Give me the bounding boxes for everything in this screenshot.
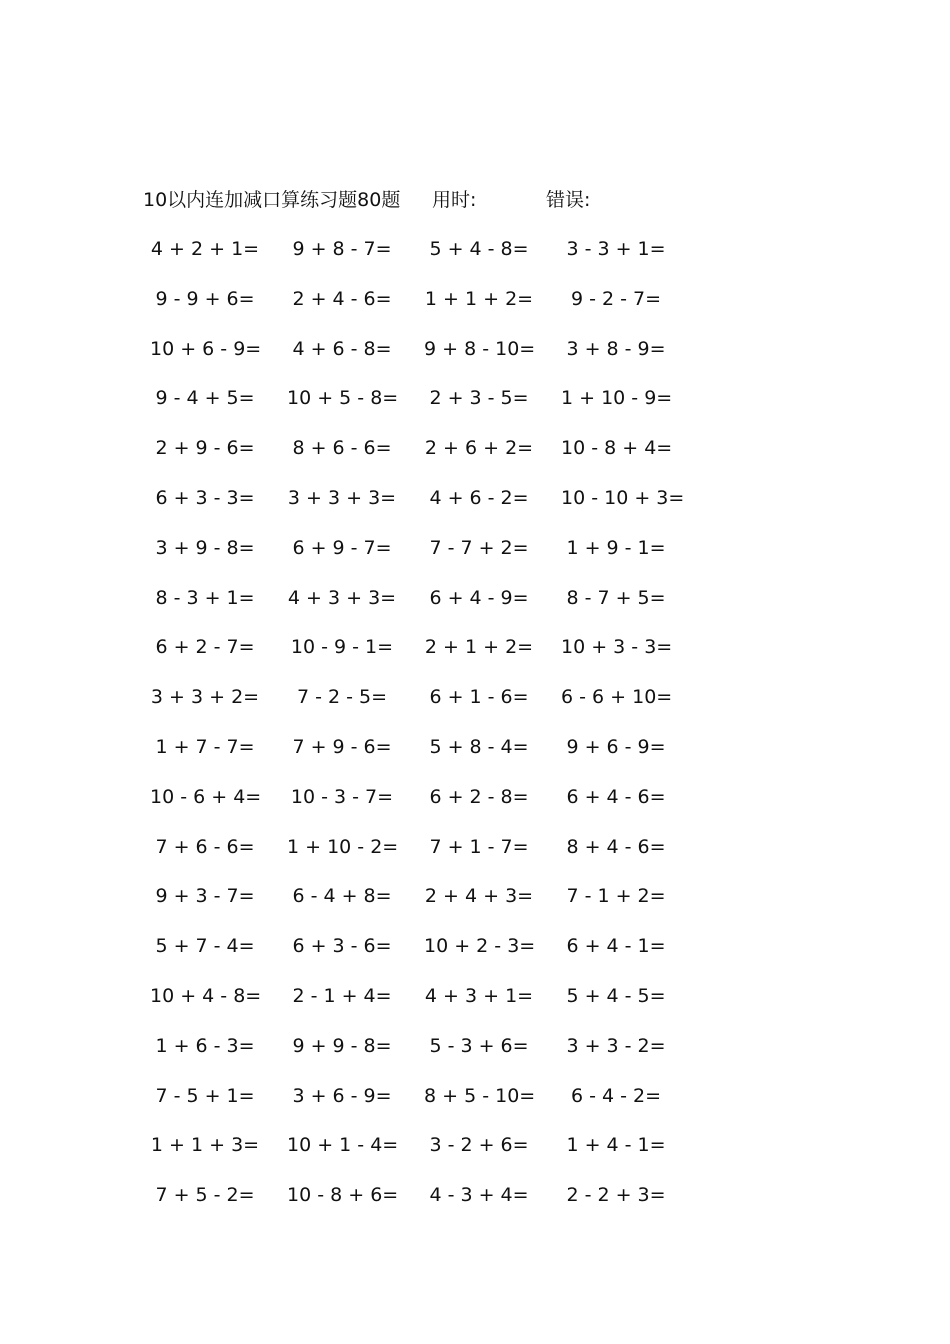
problem-item: 7 + 1 - 7= (429, 835, 529, 858)
problem-item: 7 - 2 - 5= (296, 686, 388, 709)
problem-item: 1 + 4 - 1= (566, 1134, 666, 1157)
problem-row (150, 1083, 710, 1133)
problem-row (150, 435, 710, 485)
problem-item: 8 - 3 + 1= (155, 586, 255, 609)
problem-item: 8 + 4 - 6= (566, 835, 666, 858)
problem-item: 6 + 4 - 1= (566, 935, 666, 958)
problem-row (150, 385, 710, 435)
problem-row (150, 1033, 710, 1083)
problem-item: 6 + 4 - 6= (566, 785, 666, 808)
problem-row (150, 1182, 710, 1232)
problem-row (150, 983, 710, 1033)
problem-item: 9 + 8 - 10= (424, 337, 536, 360)
problem-item: 4 + 3 + 1= (424, 984, 534, 1007)
problem-item: 10 + 1 - 4= (287, 1134, 399, 1157)
problem-item: 9 + 8 - 7= (292, 238, 392, 260)
problem-item: 10 - 10 + 3= (561, 486, 685, 509)
problem-row (150, 634, 710, 684)
problem-item: 2 + 9 - 6= (155, 437, 255, 460)
problem-item: 6 + 2 - 7= (155, 636, 255, 659)
problem-item: 8 - 7 + 5= (566, 586, 666, 609)
problem-item: 6 - 4 + 8= (292, 885, 392, 908)
problem-item: 6 - 6 + 10= (561, 686, 673, 709)
time-label: 用时: (432, 189, 477, 211)
problem-item: 10 + 6 - 9= (150, 337, 262, 360)
problem-row (150, 585, 710, 635)
problem-item: 3 + 9 - 8= (155, 536, 255, 559)
problem-item: 2 - 1 + 4= (292, 984, 392, 1007)
problem-item: 3 + 3 - 2= (566, 1034, 666, 1057)
errors-label: 错误: (546, 189, 591, 211)
problem-item: 6 + 9 - 7= (292, 536, 392, 559)
problem-item: 10 - 3 - 7= (290, 785, 394, 808)
problem-item: 4 + 6 - 2= (429, 486, 529, 509)
worksheet-title: 10以内连加减口算练习题80题 (143, 189, 401, 211)
problem-item: 2 + 4 - 6= (292, 287, 392, 310)
problem-item: 8 + 5 - 10= (424, 1084, 536, 1107)
problem-item: 7 + 5 - 2= (155, 1184, 255, 1207)
problem-row (150, 933, 710, 983)
problem-item: 1 + 7 - 7= (155, 735, 255, 758)
problem-item: 6 + 3 - 6= (292, 935, 392, 958)
problem-item: 7 - 1 + 2= (566, 885, 666, 908)
problem-row (150, 834, 710, 884)
problem-item: 9 - 4 + 5= (155, 387, 255, 410)
problem-row (150, 883, 710, 933)
problem-item: 9 - 2 - 7= (570, 287, 662, 310)
problem-item: 7 - 5 + 1= (155, 1084, 255, 1107)
problem-item: 3 + 6 - 9= (292, 1084, 392, 1107)
problem-row (150, 535, 710, 585)
problem-item: 6 + 3 - 3= (155, 486, 255, 509)
problem-row (150, 784, 710, 834)
problem-item: 3 + 8 - 9= (566, 337, 666, 360)
problem-grid (150, 236, 710, 1232)
problem-item: 1 + 10 - 9= (561, 387, 673, 410)
problem-item: 4 + 3 + 3= (287, 586, 397, 609)
problem-item: 4 - 3 + 4= (429, 1184, 529, 1207)
problem-item: 5 + 8 - 4= (429, 735, 529, 758)
problem-item: 3 - 2 + 6= (429, 1134, 529, 1157)
problem-item: 7 + 9 - 6= (292, 735, 392, 758)
problem-item: 2 + 3 - 5= (429, 387, 529, 410)
problem-item: 2 - 2 + 3= (566, 1184, 666, 1207)
problem-item: 6 + 2 - 8= (429, 785, 529, 808)
problem-item: 9 + 6 - 9= (566, 735, 666, 758)
problem-item: 4 + 2 + 1= (150, 238, 260, 260)
problem-item: 5 + 4 - 8= (429, 238, 529, 260)
problem-item: 10 - 8 + 4= (561, 437, 673, 460)
problem-item: 10 + 2 - 3= (424, 935, 536, 958)
problem-item: 9 + 3 - 7= (155, 885, 255, 908)
problem-item: 9 + 9 - 8= (292, 1034, 392, 1057)
problem-item: 10 + 4 - 8= (150, 984, 262, 1007)
problem-row (150, 1132, 710, 1182)
problem-item: 1 + 1 + 2= (424, 287, 534, 310)
problem-row (150, 485, 710, 535)
problem-item: 9 - 9 + 6= (155, 287, 255, 310)
problem-item: 8 + 6 - 6= (292, 437, 392, 460)
problem-item: 1 + 10 - 2= (287, 835, 399, 858)
problem-row (150, 236, 710, 286)
problem-item: 1 + 1 + 3= (150, 1134, 260, 1157)
problem-item: 7 + 6 - 6= (155, 835, 255, 858)
problem-item: 3 - 3 + 1= (566, 238, 666, 260)
problem-item: 10 + 5 - 8= (287, 387, 399, 410)
problem-item: 6 + 1 - 6= (429, 686, 529, 709)
problem-item: 1 + 9 - 1= (566, 536, 666, 559)
problem-row (150, 734, 710, 784)
problem-item: 2 + 1 + 2= (424, 636, 534, 659)
problem-row (150, 286, 710, 336)
problem-row (150, 336, 710, 386)
problem-item: 2 + 6 + 2= (424, 437, 534, 460)
problem-item: 1 + 6 - 3= (155, 1034, 255, 1057)
problem-item: 10 + 3 - 3= (561, 636, 673, 659)
problem-item: 10 - 9 - 1= (290, 636, 394, 659)
problem-item: 5 - 3 + 6= (429, 1034, 529, 1057)
problem-item: 3 + 3 + 2= (150, 686, 260, 709)
problem-item: 5 + 4 - 5= (566, 984, 666, 1007)
problem-item: 10 - 8 + 6= (287, 1184, 399, 1207)
problem-item: 2 + 4 + 3= (424, 885, 534, 908)
problem-item: 6 - 4 - 2= (570, 1084, 662, 1107)
problem-item: 4 + 6 - 8= (292, 337, 392, 360)
problem-item: 3 + 3 + 3= (287, 486, 397, 509)
problem-row (150, 684, 710, 734)
problem-item: 7 - 7 + 2= (429, 536, 529, 559)
problem-item: 5 + 7 - 4= (155, 935, 255, 958)
problem-item: 10 - 6 + 4= (150, 785, 262, 808)
problem-item: 6 + 4 - 9= (429, 586, 529, 609)
